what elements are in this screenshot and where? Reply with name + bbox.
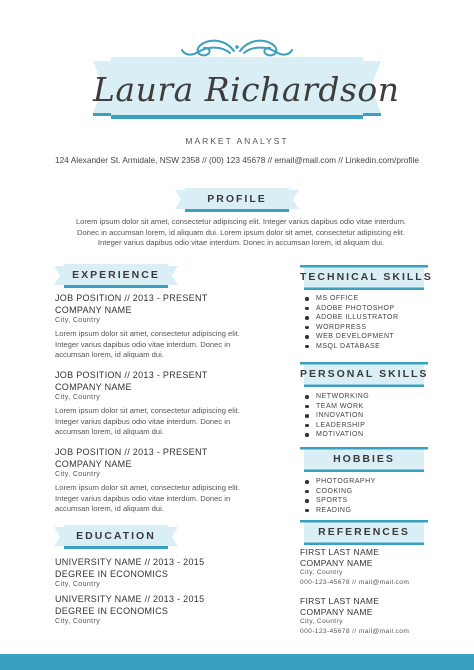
list-item: READING: [302, 506, 376, 516]
job-company: COMPANY NAME: [55, 382, 132, 392]
job-description-line: Integer varius dapibus odio vitae interdum. Donec in: [55, 493, 231, 503]
job-description-line: accumsan lorem, id aliquam dui.: [55, 504, 164, 513]
hobbies-list: [302, 477, 376, 515]
reference-name: FIRST LAST NAME: [300, 547, 380, 557]
job-description-line: Lorem ipsum dolor sit amet, consectetur adipiscing elit.: [55, 406, 240, 415]
footer-accent-bar: [0, 654, 474, 670]
list-item: TEAM WORK: [302, 402, 369, 412]
list-item: MS OFFICE: [302, 294, 399, 304]
job-company: COMPANY NAME: [55, 305, 132, 315]
job-position: JOB POSITION // 2013 - PRESENT: [55, 293, 208, 303]
list-item: MSQL DATABASE: [302, 342, 399, 352]
profile-line: Donec in accumsan lorem, id aliquam dui. Lorem ipsum dolor sit amet, consectetur adipiscing elit.: [77, 227, 405, 237]
reference-company: COMPANY NAME: [300, 606, 373, 617]
job-title: MARKET ANALYST: [185, 136, 289, 146]
job-description: [55, 329, 285, 361]
job-description-line: Integer varius dapibus odio vitae interdum. Donec in: [55, 416, 231, 426]
job-entry: [55, 446, 285, 515]
education-university: UNIVERSITY NAME // 2013 - 2015: [55, 557, 205, 567]
references-heading: [300, 520, 428, 546]
list-item: ADOBE ILLUSTRATOR: [302, 313, 399, 323]
technical-skills-list: [302, 294, 399, 351]
education-location: City, Country: [55, 581, 101, 588]
job-description-line: Lorem ipsum dolor sit amet, consectetur adipiscing elit.: [55, 483, 240, 492]
list-item: INNOVATION: [302, 411, 369, 421]
job-description-line: accumsan lorem, id aliquam dui.: [55, 350, 164, 359]
profile-heading: [175, 188, 299, 212]
job-company: COMPANY NAME: [55, 459, 132, 469]
experience-heading-label: EXPERIENCE: [72, 269, 160, 281]
profile-text: [56, 217, 426, 249]
technical-skills-heading: [300, 265, 433, 291]
list-item: PHOTOGRAPHY: [302, 477, 376, 487]
hobbies-heading-label: HOBBIES: [333, 453, 395, 465]
job-location: City, Country: [55, 394, 101, 401]
job-description-line: Integer varius dapibus odio vitae interdum. Donec in: [55, 339, 231, 349]
references-heading-label: REFERENCES: [318, 526, 410, 538]
education-degree: DEGREE IN ECONOMICS: [55, 606, 169, 616]
list-item: WEB DEVELOPMENT: [302, 332, 399, 342]
list-item: ADOBE PHOTOSHOP: [302, 304, 399, 314]
education-location: City, Country: [55, 618, 101, 625]
reference-company: COMPANY NAME: [300, 557, 373, 568]
personal-skills-heading-label: PERSONAL SKILLS: [300, 368, 429, 380]
profile-heading-label: PROFILE: [207, 193, 267, 205]
list-item: LEADERSHIP: [302, 421, 369, 431]
reference-location: City, Country: [300, 569, 343, 576]
reference-name: FIRST LAST NAME: [300, 596, 380, 606]
job-description-line: Lorem ipsum dolor sit amet, consectetur adipiscing elit.: [55, 329, 240, 338]
job-description: [55, 406, 285, 438]
experience-heading: [54, 264, 178, 288]
reference-entry: [300, 547, 430, 588]
reference-location: City, Country: [300, 618, 343, 625]
contact-line: 124 Alexander St. Armidale, NSW 2358 // (00) 123 45678 // email@mail.com // Linkedin.com/profile: [55, 155, 419, 165]
job-entry: [55, 369, 285, 438]
education-university: UNIVERSITY NAME // 2013 - 2015: [55, 594, 205, 604]
list-item: MOTIVATION: [302, 430, 369, 440]
education-heading: [54, 525, 178, 549]
job-position: JOB POSITION // 2013 - PRESENT: [55, 370, 208, 380]
full-name: Laura Richardson: [93, 70, 400, 109]
hobbies-heading: [300, 447, 428, 473]
job-location: City, Country: [55, 317, 101, 324]
reference-contact: 000-123-45678 // mail@mail.com: [300, 628, 410, 635]
reference-contact: 000-123-45678 // mail@mail.com: [300, 579, 410, 586]
job-position: JOB POSITION // 2013 - PRESENT: [55, 447, 208, 457]
list-item: NETWORKING: [302, 392, 369, 402]
profile-line: Lorem ipsum dolor sit amet, consectetur adipiscing elit. Integer varius dapibus odio vitae interdum.: [75, 217, 407, 226]
education-entry: [55, 593, 285, 625]
education-entry: [55, 556, 285, 588]
job-description: [55, 483, 285, 515]
technical-skills-heading-label: TECHNICAL SKILLS: [300, 271, 433, 283]
job-entry: [55, 292, 285, 361]
list-item: WORDPRESS: [302, 323, 399, 333]
reference-entry: [300, 596, 430, 637]
list-item: SPORTS: [302, 496, 376, 506]
job-description-line: accumsan lorem, id aliquam dui.: [55, 427, 164, 436]
profile-line: Integer varius dapibus odio vitae interdum. Donec in accumsan lorem, id aliquam dui.: [97, 238, 385, 247]
education-degree: DEGREE IN ECONOMICS: [55, 569, 169, 579]
job-location: City, Country: [55, 471, 101, 478]
personal-skills-list: [302, 392, 369, 440]
list-item: COOKING: [302, 487, 376, 497]
personal-skills-heading: [300, 362, 428, 388]
education-heading-label: EDUCATION: [76, 530, 156, 542]
